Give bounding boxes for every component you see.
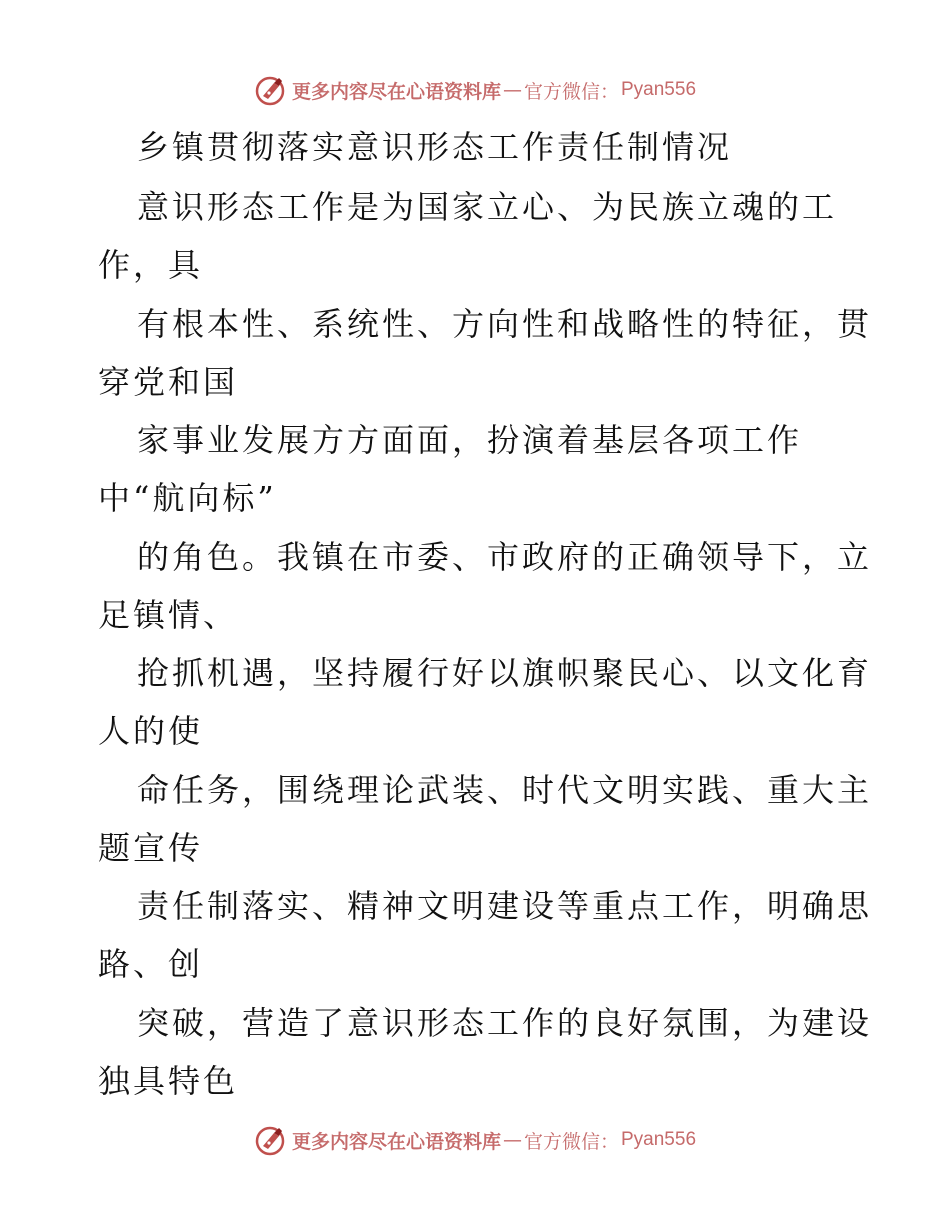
text-line: 抢抓机遇，坚持履行好以旗帜聚民心、以文化育 [137, 654, 873, 692]
text-line: 人的使 [98, 712, 204, 750]
banner-wechat-label: 官方微信： [523, 1130, 619, 1153]
footer-banner [0, 1120, 950, 1160]
text-line: 路、创 [98, 945, 204, 983]
text-line: 足镇情、 [98, 596, 239, 634]
banner-wechat-label: 官方微信： [523, 80, 619, 103]
text-line: 中“航向标” [98, 479, 277, 517]
text-line: 突破，营造了意识形态工作的良好氛围，为建设 [137, 1004, 873, 1042]
text-line: 作，具 [98, 246, 204, 284]
text-line: 题宣传 [98, 829, 204, 867]
banner-text: 更多内容尽在心语资料库 [291, 1130, 501, 1153]
text-line: 责任制落实、精神文明建设等重点工作，明确思 [137, 887, 873, 925]
banner-separator: — [502, 79, 522, 101]
text-line: 命任务，围绕理论武装、时代文明实践、重大主 [137, 771, 873, 809]
pen-nib-logo-icon [254, 1124, 286, 1156]
text-line: 独具特色 [98, 1062, 239, 1100]
text-line: 意识形态工作是为国家立心、为民族立魂的工 [137, 188, 838, 226]
text-line: 穿党和国 [98, 363, 239, 401]
text-line: 家事业发展方方面面，扮演着基层各项工作 [137, 421, 803, 459]
text-line: 有根本性、系统性、方向性和战略性的特征，贯 [137, 305, 873, 343]
text-line: 的角色。我镇在市委、市政府的正确领导下，立 [137, 538, 873, 576]
banner-separator: — [502, 1129, 522, 1151]
document-title: 乡镇贯彻落实意识形态工作责任制情况 [137, 128, 733, 166]
banner-wechat-id: Pyan556 [621, 1129, 697, 1150]
banner-text: 更多内容尽在心语资料库 [291, 80, 501, 103]
banner-wechat-id: Pyan556 [621, 79, 697, 100]
